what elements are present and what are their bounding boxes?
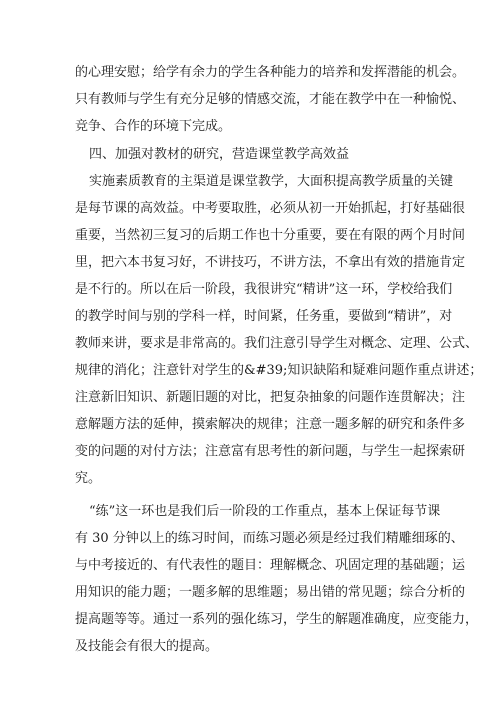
paragraph-line: 与中考接近的、有代表性的题目：理解概念、巩固定理的基础题；运 bbox=[75, 558, 466, 573]
paragraph-line: 变的问题的对付方法；注意富有思考性的新问题，与学生一起探索研 bbox=[75, 444, 466, 459]
paragraph-line: 用知识的能力题；一题多解的思维题；易出错的常见题；综合分析的 bbox=[75, 585, 466, 600]
paragraph-line: “练”这一环也是我们后一阶段的工作重点，基本上保证每节课 bbox=[89, 504, 441, 519]
paragraph-line: 有 30 分钟以上的练习时间，而练习题必须是经过我们精雕细琢的、 bbox=[75, 531, 464, 546]
paragraph-line: 里，把六本书复习好，不讲技巧，不讲方法，不拿出有效的措施肯定 bbox=[75, 255, 466, 270]
section-heading: 四、加强对教材的研究，营造课堂教学高效益 bbox=[89, 147, 350, 162]
paragraph-line: 实施素质教育的主渠道是课堂教学，大面积提高教学质量的关键 bbox=[89, 174, 454, 189]
paragraph-line: 规律的消化；注意针对学生的&#39;知识缺陷和疑难问题作重点讲述； bbox=[75, 363, 483, 378]
paragraph-line: 的教学时间与别的学科一样，时间紧，任务重，要做到“精讲”，对 bbox=[75, 309, 453, 324]
paragraph-line: 只有教师与学生有充分足够的情感交流，才能在教学中在一种愉悦、 bbox=[75, 92, 466, 107]
paragraph-line: 重要，当然初三复习的后期工作也十分重要，要在有限的两个月时间 bbox=[75, 228, 466, 243]
paragraph-line: 是不行的。所以在后一阶段，我很讲究“精讲”这一环，学校给我们 bbox=[75, 282, 453, 297]
paragraph-line: 注意新旧知识、新题旧题的对比，把复杂抽象的问题作连贯解决；注 bbox=[75, 390, 466, 405]
paragraph-line: 提高题等等。通过一系列的强化练习，学生的解题准确度，应变能力， bbox=[75, 612, 479, 627]
paragraph-line: 教师来讲，要求是非常高的。我们注意引导学生对概念、定理、公式、 bbox=[75, 336, 479, 351]
paragraph-line: 的心理安慰；给学有余力的学生各种能力的培养和发挥潜能的机会。 bbox=[75, 65, 466, 80]
paragraph-line: 竞争、合作的环境下完成。 bbox=[75, 119, 232, 134]
paragraph-line: 意解题方法的延伸，摸索解决的规律；注意一题多解的研究和条件多 bbox=[75, 417, 466, 432]
paragraph-line: 究。 bbox=[75, 471, 102, 486]
paragraph-line: 是每节课的高效益。中考要取胜，必须从初一开始抓起，打好基础很 bbox=[75, 201, 466, 216]
paragraph-line: 及技能会有很大的提高。 bbox=[75, 639, 219, 654]
